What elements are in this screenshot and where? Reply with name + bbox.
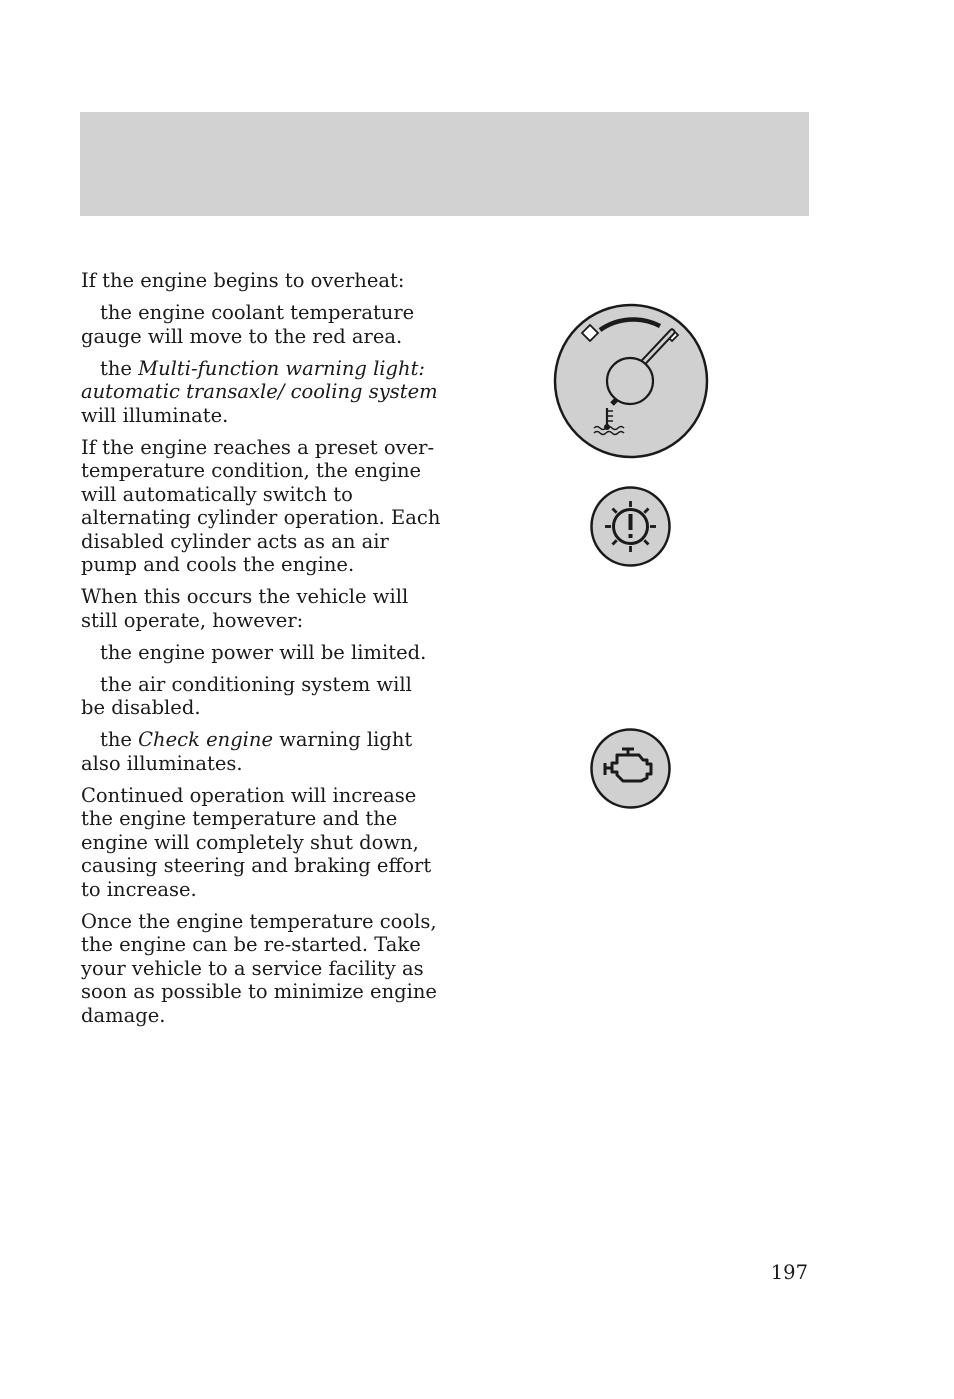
text-run: will illuminate. — [81, 403, 229, 427]
text-run: warning light also illuminates. — [81, 728, 413, 775]
header-band — [80, 112, 809, 216]
bullet-item: the air conditioning system will be disabled. — [81, 672, 412, 719]
bullet-item — [81, 728, 441, 775]
italic-term: Check engine — [138, 728, 274, 751]
paragraph: Continued operation will increase the engine temperature and the engine will completely shut down, causing steering and braking effort to increase. — [81, 783, 432, 901]
bullet-item: the engine coolant temperature gauge will move to the red area. — [81, 301, 415, 348]
body-text — [81, 269, 441, 1036]
paragraph: When this occurs the vehicle will still operate, however: — [81, 585, 409, 632]
coolant-temperature-gauge-icon — [552, 302, 710, 460]
text-run: the — [100, 356, 139, 380]
page-number: 197 — [770, 1261, 808, 1284]
bullet-item: the engine power will be limited. — [100, 640, 427, 664]
paragraph: If the engine begins to overheat: — [81, 269, 405, 292]
italic-term: Multi-function warning light: automatic transaxle/ cooling system — [81, 356, 438, 403]
multi-function-warning-light-icon — [589, 485, 672, 568]
bullet-item — [81, 357, 441, 428]
paragraph: Once the engine temperature cools, the engine can be re-started. Take your vehicle to a service facility as soon as possible to minimize engine damage. — [81, 909, 437, 1027]
check-engine-light-icon — [589, 727, 672, 810]
paragraph: If the engine reaches a preset over-temperature condition, the engine will automatically switch to alternating cylinder operation. Each disabled cylinder acts as an air pump and cools the engine. — [81, 435, 441, 576]
text-run: the — [100, 728, 139, 751]
